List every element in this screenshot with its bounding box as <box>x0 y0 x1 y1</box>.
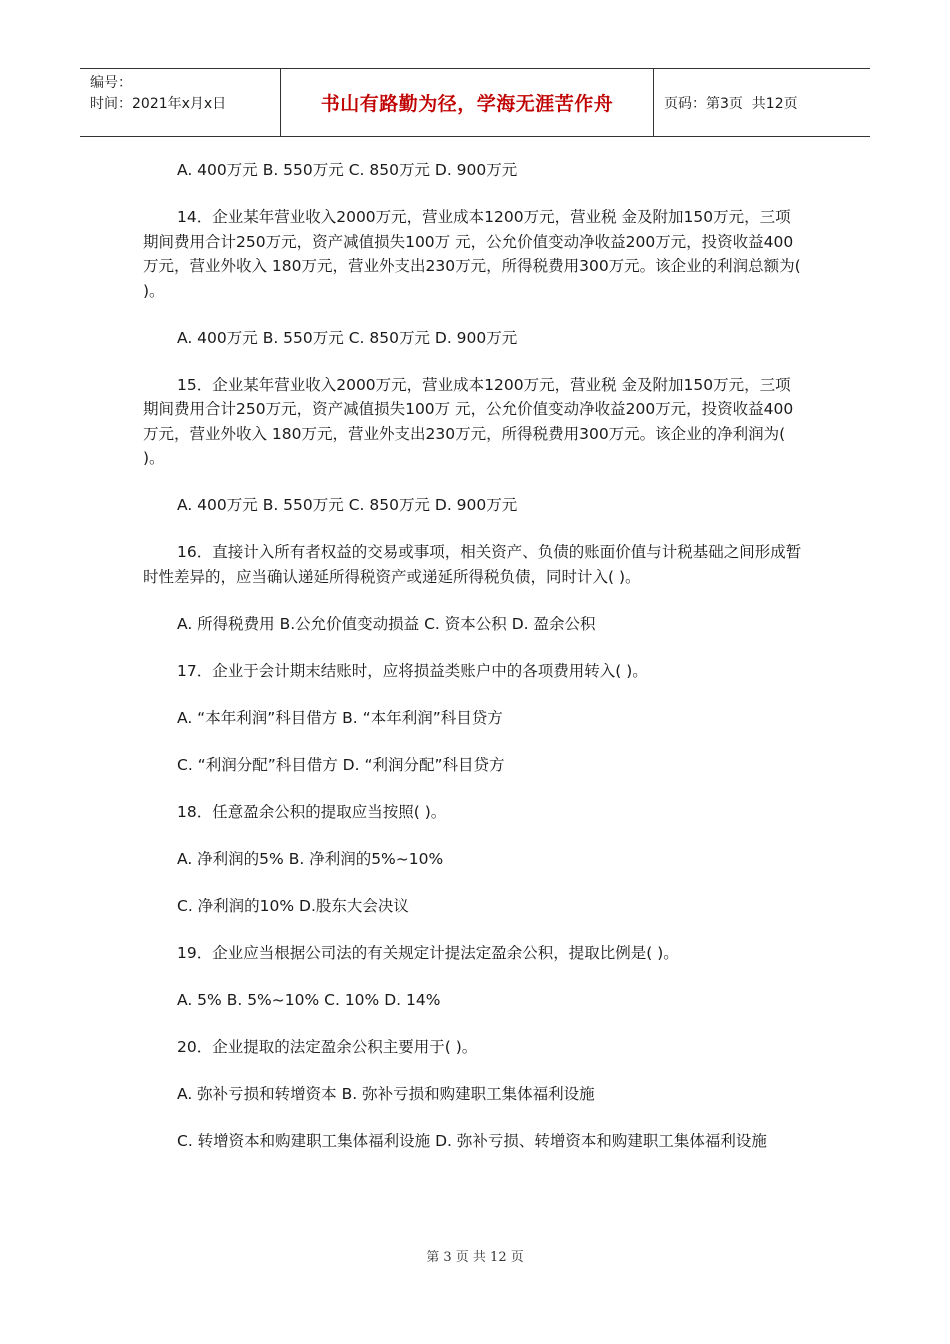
option-line: C. 净利润的10% D.股东大会决议 <box>177 896 409 915</box>
question-15: 15．企业某年营业收入2000万元，营业成本1200万元，营业税 金及附加150万元，三项期间费用合计250万元，资产减值损失100万 元，公允价值变动净收益200万元，投资收益400万元，营业外收入 180万元，营业外支出230万元，所得税费用300万元。该企业的净利润为( )。 <box>143 375 794 467</box>
option-line: A. 所得税费用 B.公允价值变动损益 C. 资本公积 D. 盈余公积 <box>177 614 596 633</box>
time-label: 时间：2021年x月x日 <box>90 96 227 112</box>
header-motto: 书山有路勤为径，学海无涯苦作舟 <box>281 69 654 136</box>
header-meta <box>80 69 281 136</box>
option-line: A. 400万元 B. 550万元 C. 850万元 D. 900万元 <box>177 328 518 347</box>
option-line: C. 转增资本和购建职工集体福利设施 D. 弥补亏损、转增资本和购建职工集体福利设施 <box>177 1131 767 1150</box>
page-header <box>80 68 870 137</box>
option-line: A. 5% B. 5%~10% C. 10% D. 14% <box>177 990 441 1009</box>
option-line: A. 净利润的5% B. 净利润的5%~10% <box>177 849 444 868</box>
question-17: 17．企业于会计期末结账时，应将损益类账户中的各项费用转入( )。 <box>177 661 648 680</box>
question-19: 19．企业应当根据公司法的有关规定计提法定盈余公积，提取比例是( )。 <box>177 943 679 962</box>
question-20: 20．企业提取的法定盈余公积主要用于( )。 <box>177 1037 478 1056</box>
option-line: A. 400万元 B. 550万元 C. 850万元 D. 900万元 <box>177 496 518 514</box>
page-footer: 第 3 页 共 12 页 <box>426 1250 524 1265</box>
number-label: 编号： <box>90 75 132 91</box>
header-page-info: 页码：第3页 共12页 <box>664 95 798 112</box>
option-line: A. “本年利润”科目借方 B. “本年利润”科目贷方 <box>177 708 503 727</box>
question-16: 16．直接计入所有者权益的交易或事项，相关资产、负债的账面价值与计税基础之间形成暂时性差异的，应当确认递延所得税资产或递延所得税负债，同时计入( )。 <box>143 543 802 586</box>
option-line: C. “利润分配”科目借方 D. “利润分配”科目贷方 <box>177 755 505 774</box>
document-body <box>143 158 805 1176</box>
question-14: 14．企业某年营业收入2000万元，营业成本1200万元，营业税 金及附加150万元，三项期间费用合计250万元，资产减值损失100万 元，公允价值变动净收益200万元，投资收益400万元，营业外收入 180万元，营业外支出230万元，所得税费用300万元。该企业的利润总额为( )。 <box>143 208 801 300</box>
option-line: A. 400万元 B. 550万元 C. 850万元 D. 900万元 <box>177 161 518 179</box>
option-line: A. 弥补亏损和转增资本 B. 弥补亏损和购建职工集体福利设施 <box>177 1084 595 1103</box>
question-18: 18．任意盈余公积的提取应当按照( )。 <box>177 802 447 821</box>
